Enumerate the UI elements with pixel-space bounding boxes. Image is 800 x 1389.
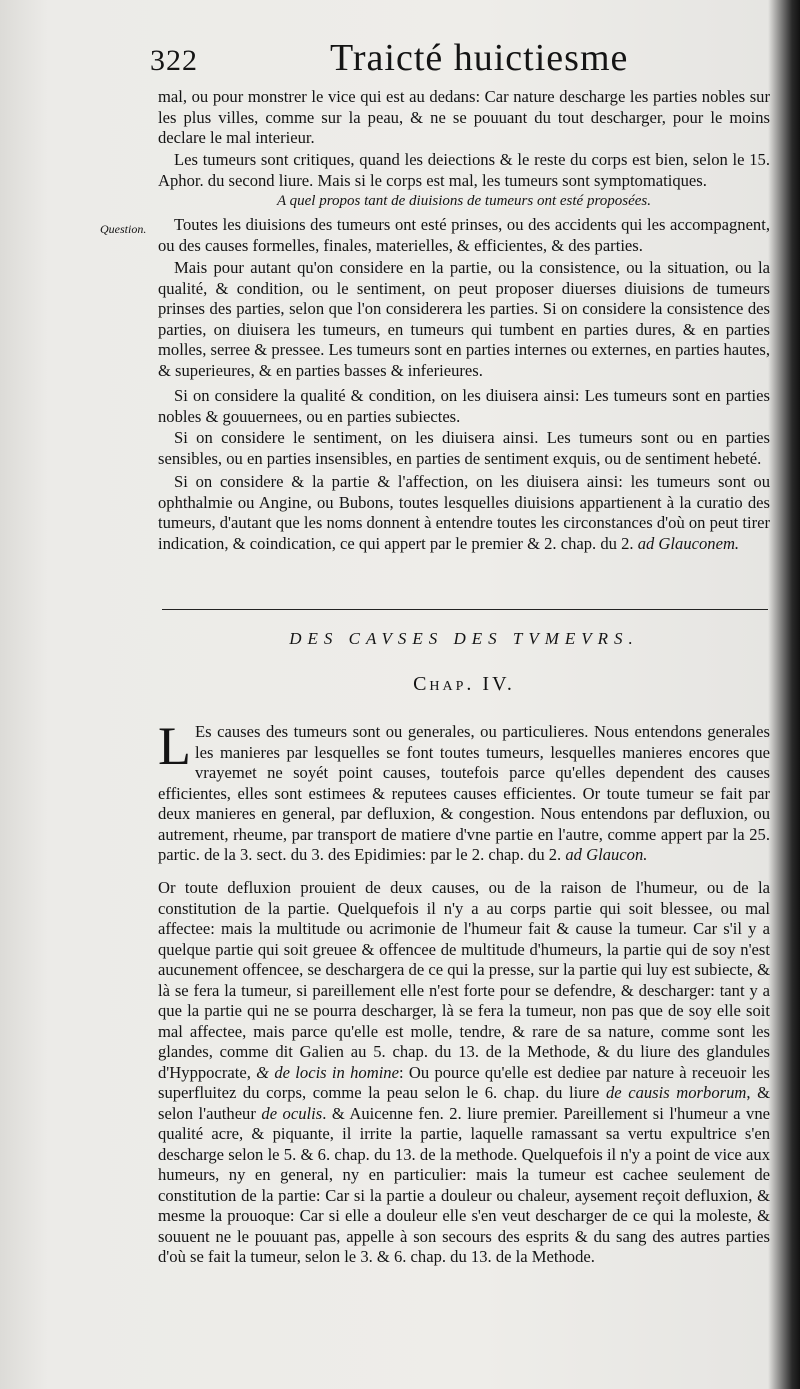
chapter-paragraph-2-citation-3: de oculis (261, 1103, 323, 1123)
page-header (150, 30, 780, 80)
chapter-paragraph-2-citation-2: de causis morborum (605, 1083, 747, 1102)
chapter-paragraph-2-citation-1: & de locis in homine (256, 1062, 399, 1082)
paragraph-affection (158, 472, 770, 554)
chapter-paragraph-2 (158, 878, 770, 1268)
chapter-paragraph-2-text-a: Or toute defluxion prouient de deux causes, ou de la raison de l'humeur, ou de la constitution de la partie. Quelquefois il n'y a au corps partie qui soit blessee, ou mal affectee: mais la multitude ou acrimonie de l'humeur fait & cause la tumeur. Car s'il y a quelque partie qui soit greuee & offencee de multitude d'humeurs, la partie qui de soy n'est aucunement offencee, se deschargera de ce qui la presse, sur la partie qui luy est subiecte, & là se fera la tumeur, si pareillement elle n'est forte pour se defendre, & descharger: tant y a que la partie qui ne se pourra descharger, là se fera la tumeur, non pas que de soy elle soit mal affectee, mais parce qu'elle est molle, tendre, & rare de sa nature, comme sont les glandes, comme dit Galien au 5. chap. du 13. de la Methode, & du liure des glandules d'Hyppocrate, (158, 878, 770, 1082)
paragraph-affection-text: Si on considere & la partie & l'affection, on les diuisera ainsi: les tumeurs sont ou ophthalmie ou Angine, ou Bubons, toutes lesquelles diuisions appartienent à la curatio des tumeurs, d'autant que les noms donnent à entendre toutes les circonstances d'où on peut tirer indication, & coindication, ce qui appert par le premier & 2. chap. du 2. (158, 472, 770, 553)
section-title: DES CAVSES DES TVMEVRS. (289, 629, 639, 648)
paragraph-consistence: Mais pour autant qu'on considere en la partie, ou la consistence, ou la situation, ou la qualité, & condition, ou le sentiment, on peut proposer diuerses diuisions de tumeurs prinses des parties, selon que l'on considerera les parties. Si on considere la consistence des parties, on diuisera les tumeurs, en tumeurs qui tumbent en parties dures, & en parties molles, serree & pressee. Les tumeurs sont en parties internes ou externes, en parties hautes, & superieures, & en parties basses & inferieures. (158, 258, 770, 380)
chapter-paragraph-2-text-d: . & Auicenne fen. 2. liure premier. Pareillement si l'humeur a vne qualité acre, & piquante, il irrite la partie, laquelle ramassant sa vertu expultrice s'en descharge selon le 5. & 6. chap. du 13. de la methode. Quelquefois il n'y a point de vice aux humeurs, ny en general, ny en particulier: mais la tumeur est cachee seulement de constitution de la partie: Car si la partie a douleur ou chaleur, aysement reçoit defluxion, & mesme la prouoque: Car si elle a douleur elle s'en veut descharger de ce qui la moleste, & souuent ne le pouuant pas, appelle à son secours des esprits & du sang des autres parties d'où se fait la tumeur, selon le 3. & 6. chap. du 13. de la Methode. (158, 1103, 770, 1266)
chapter-title: Chap. IV. (413, 673, 515, 695)
chapter-paragraph-2-text-b: : Ou pource qu'elle est dediee par nature à receuoir les superfluitez du corps, comme la peau selon le 6. chap. du liure (158, 1062, 770, 1102)
chapter-paragraph-1 (158, 716, 770, 866)
paragraph-qualite: Si on considere la qualité & condition, on les diuisera ainsi: Les tumeurs sont en parties nobles & gouuernees, ou en parties subiectes. (158, 386, 770, 426)
paragraph-continuation: mal, ou pour monstrer le vice qui est au dedans: Car nature descharge les parties nobles sur les plus villes, comme sur la peau, & ne se pouuant du tout descharger, pour le moins declare le mal interieur. (158, 87, 770, 147)
page-number: 322 (150, 44, 198, 77)
drop-cap: L (158, 716, 191, 776)
side-heading: A quel propos tant de diuisions de tumeurs ont esté proposées. (276, 193, 651, 209)
chapter-paragraph-2-text-c: , & selon l'autheur (158, 1083, 770, 1123)
chapter-paragraph-1-citation: ad Glaucon. (565, 845, 648, 864)
chapter-paragraph-1-text: Es causes des tumeurs sont ou generales, ou particulieres. Nous entendons generales les manieres par lesquelles se font toutes tumeurs, lesquelles manieres encores que vrayemet ne soyét point causes, toutefois parce qu'elles dependent des causes efficientes, elles sont estimees & reputees causes efficientes. Or toute tumeur se fait par deux manieres en general, par defluxion, & congestion. Nous entendons par defluxion, ou autrement, rheume, par transport de matiere d'vne partie en l'autre, comme appert par la 25. partic. de la 3. sect. du 3. des Epidimies: par le 2. chap. du 2. (158, 722, 770, 864)
paragraph-critiques: Les tumeurs sont critiques, quand les deiections & le reste du corps est bien, selon le 15. Aphor. du second liure. Mais si le corps est mal, les tumeurs sont symptomatiques. (158, 150, 770, 190)
paragraph-divisions: Toutes les diuisions des tumeurs ont esté prinses, ou des accidents qui les accompagnent, ou des causes formelles, finales, materielles, & efficientes, & des parties. (158, 215, 770, 255)
paragraph-sentiment: Si on considere le sentiment, on les diuisera ainsi. Les tumeurs sont ou en parties sensibles, ou en parties insensibles, en parties de sentiment exquis, ou de sentiment hebeté. (158, 428, 770, 468)
margin-note: Question. (100, 222, 147, 236)
running-title: Traicté huictiesme (330, 37, 629, 79)
paragraph-affection-citation: ad Glauconem. (637, 533, 740, 553)
section-divider (162, 609, 768, 610)
